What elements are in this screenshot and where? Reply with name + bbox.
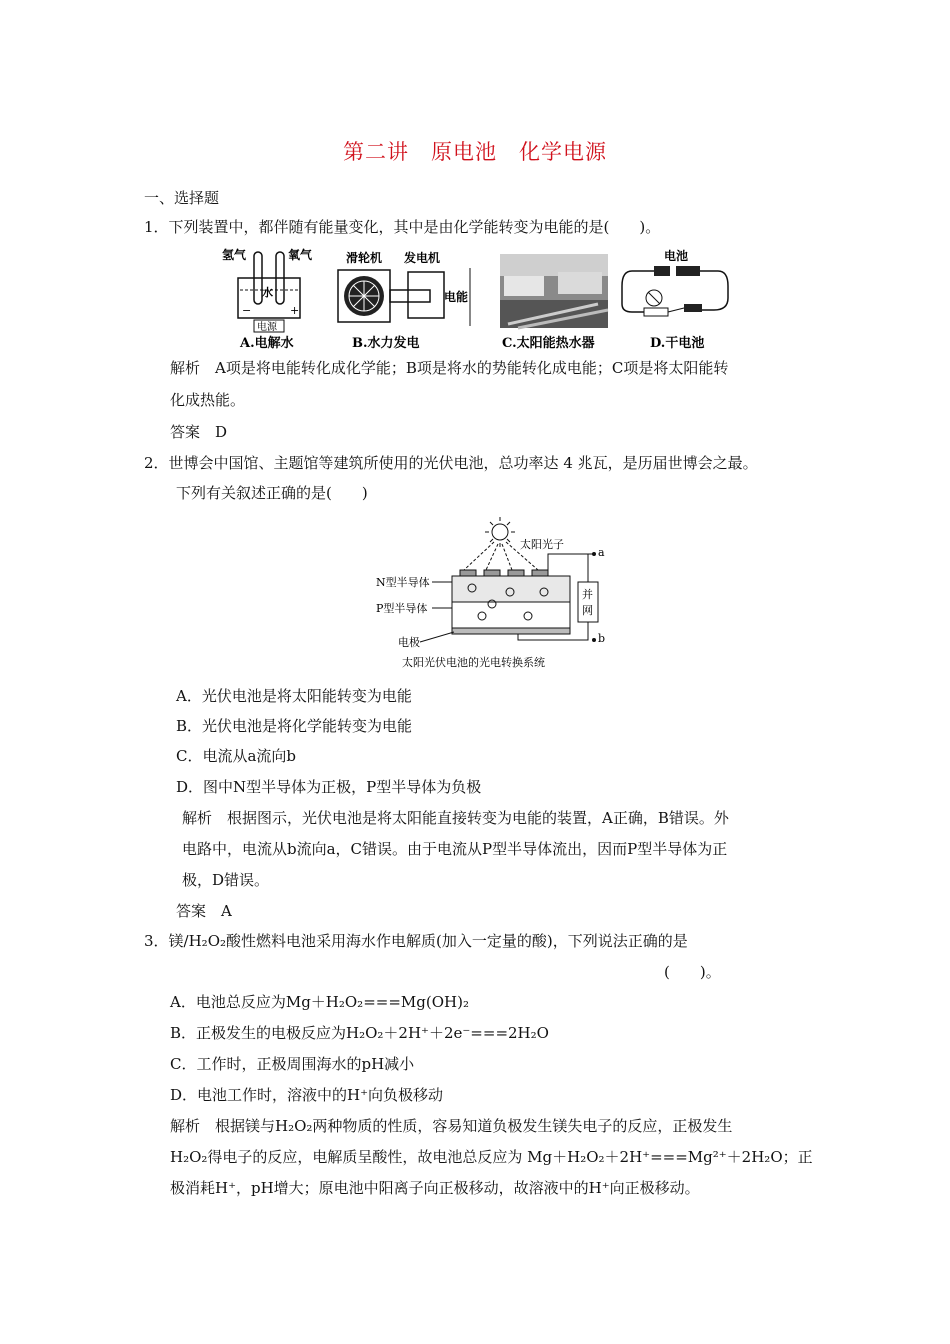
q3-option-b: B．正极发生的电极反应为H₂O₂＋2H⁺＋2e⁻===2H₂O: [170, 1024, 549, 1042]
pulley-label: 滑轮机: [346, 251, 383, 265]
caption-a: A.电解水: [240, 336, 294, 351]
p-type-label: P型半导体: [376, 602, 428, 615]
q1-answer: 答案 D: [170, 423, 228, 441]
section-heading: 一、选择题: [144, 189, 220, 207]
terminal-b: b: [598, 632, 606, 645]
power-source-label: 电源: [257, 322, 277, 333]
hydro-power-diagram: [338, 250, 470, 351]
q2-stem-line1: 2．世博会中国馆、主题馆等建筑所使用的光伏电池，总功率达 4 兆瓦，是历届世博会之最。: [144, 454, 758, 472]
q1-figure: [218, 246, 738, 354]
hydrogen-label: 氢气: [222, 248, 247, 262]
q2-option-c: C．电流从a流向b: [176, 747, 297, 765]
q1-analysis-line2: 化成热能。: [170, 391, 246, 409]
sun-rays: [485, 517, 515, 547]
caption-d: D.干电池: [650, 336, 705, 351]
electrode-label: 电极: [398, 636, 420, 649]
q3-blank: ( )。: [664, 963, 721, 981]
q3-analysis-line1: 解析 根据镁与H₂O₂两种物质的性质，容易知道负极发生镁失电子的反应，正极发生: [170, 1117, 733, 1135]
plus-sign: +: [290, 304, 300, 317]
q1-stem: 1．下列装置中，都伴随有能量变化，其中是由化学能转变为电能的是( )。: [144, 218, 661, 236]
sun-icon: [492, 524, 508, 540]
q2-option-b: B．光伏电池是将化学能转变为电能: [176, 717, 413, 735]
q3-analysis-line3: 极消耗H⁺，pH增大；原电池中阳离子向正极移动，故溶液中的H⁺向正极移动。: [170, 1179, 700, 1197]
electric-energy-label: 电能: [444, 290, 469, 304]
electrolysis-diagram: [222, 247, 313, 351]
q2-analysis-line2: 电路中，电流从b流向a，C错误。由于电流从P型半导体流出，因而P型半导体为正: [182, 840, 728, 858]
q3-stem: 3．镁/H₂O₂酸性燃料电池采用海水作电解质(加入一定量的酸)，下列说法正确的是: [144, 932, 688, 950]
oxygen-label: 氧气: [288, 248, 313, 262]
q2-analysis-line1: 解析 根据图示，光伏电池是将太阳能直接转变为电能的装置，A正确，B错误。外: [182, 809, 729, 827]
q1-analysis-line1: 解析 A项是将电能转化成化学能；B项是将水的势能转化成电能；C项是将太阳能转: [170, 359, 729, 377]
page-title: 第二讲 原电池 化学电源: [343, 140, 607, 164]
grid-label-1: 并: [582, 588, 593, 601]
q3-option-a: A．电池总反应为Mg＋H₂O₂===Mg(OH)₂: [170, 993, 469, 1011]
q2-stem-line2: 下列有关叙述正确的是( ): [176, 484, 368, 502]
q3-option-d: D．电池工作时，溶液中的H⁺向负极移动: [170, 1086, 444, 1104]
solar-heater-photo: [500, 254, 608, 351]
sun-photon-label: 太阳光子: [520, 538, 564, 551]
q3-analysis-line2: H₂O₂得电子的反应，电解质呈酸性，故电池总反应为 Mg＋H₂O₂＋2H⁺===Mg²⁺＋2H₂O；正: [170, 1148, 813, 1166]
q3-option-c: C．工作时，正极周围海水的pH减小: [170, 1055, 415, 1073]
terminal-a: a: [598, 546, 605, 559]
q2-analysis-line3: 极，D错误。: [182, 871, 270, 889]
figure-caption: 太阳光伏电池的光电转换系统: [402, 656, 545, 669]
q2-figure: [368, 512, 618, 676]
q2-option-d: D．图中N型半导体为正极，P型半导体为负极: [176, 778, 482, 796]
dry-cell-diagram: [622, 248, 728, 351]
battery-label: 电池: [664, 249, 689, 263]
caption-b: B.水力发电: [352, 336, 420, 351]
minus-sign: −: [242, 304, 252, 317]
water-label: 水: [262, 286, 273, 299]
caption-c: C.太阳能热水器: [502, 336, 595, 351]
q2-answer: 答案 A: [176, 902, 232, 920]
grid-label-2: 网: [582, 604, 593, 617]
generator-label: 发电机: [404, 251, 441, 265]
q2-option-a: A．光伏电池是将太阳能转变为电能: [176, 687, 412, 705]
n-type-label: N型半导体: [376, 576, 430, 589]
